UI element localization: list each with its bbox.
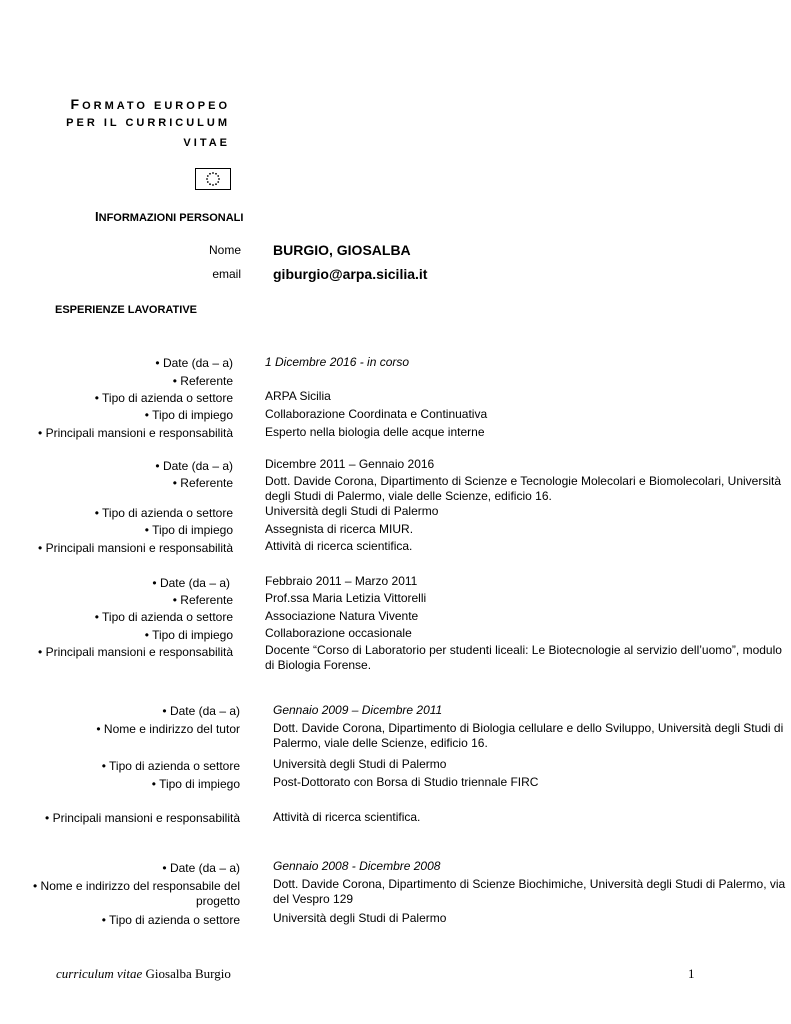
entry3-duties-line1: Docente “Corso di Laboratorio per studenti liceali: Le Biotecnologie al servizio dell’uomo”, modulo <box>265 643 782 657</box>
entry2-ref-line1: Dott. Davide Corona, Dipartimento di Scienze e Tecnologie Molecolari e Biomolecolari, Università <box>265 474 782 488</box>
entry4-company-label: • Tipo di azienda o settore <box>101 759 240 773</box>
entry1-date: 1 Dicembre 2016 - in corso <box>265 355 410 369</box>
entry5-resp-label-line1: • Nome e indirizzo del responsabile del <box>33 879 240 893</box>
entry1-company: ARPA Sicilia <box>265 389 331 403</box>
entry3-duties-line2: di Biologia Forense. <box>265 658 372 672</box>
entry4-date: Gennaio 2009 – Dicembre 2011 <box>273 703 443 717</box>
name-label: Nome <box>208 243 241 257</box>
entry5-company-label: • Tipo di azienda o settore <box>101 913 240 927</box>
entry1-duties-label: • Principali mansioni e responsabilità <box>38 426 233 440</box>
entry5-company: Università degli Studi di Palermo <box>273 911 447 925</box>
entry3-job: Collaborazione occasionale <box>265 626 412 640</box>
entry5-resp-line1: Dott. Davide Corona, Dipartimento di Scienze Biochimiche, Università degli Studi di Palermo, via <box>273 877 786 891</box>
cv-title-line1: FORMATO EUROPEO <box>70 96 230 112</box>
entry2-job: Assegnista di ricerca MIUR. <box>265 522 414 536</box>
entry1-date-label: • Date (da – a) <box>155 356 233 370</box>
entry3-company-label: • Tipo di azienda o settore <box>94 610 233 624</box>
entry4-duties-label: • Principali mansioni e responsabilità <box>45 811 240 825</box>
email-value: giburgio@arpa.sicilia.it <box>273 266 428 282</box>
entry2-ref-label: • Referente <box>172 476 233 490</box>
entry3-company: Associazione Natura Vivente <box>265 609 419 623</box>
entry4-date-label: • Date (da – a) <box>162 704 240 718</box>
footer-caption: curriculum vitae Giosalba Burgio <box>56 966 231 981</box>
entry4-tutor-label: • Nome e indirizzo del tutor <box>96 722 240 736</box>
entry4-tutor-line2: Palermo, viale delle Scienze, edificio 16. <box>273 736 488 750</box>
entry2-date-label: • Date (da – a) <box>155 459 233 473</box>
page-number: 1 <box>688 966 695 981</box>
entry3-duties-label: • Principali mansioni e responsabilità <box>38 645 233 659</box>
experience-heading: ESPERIENZE LAVORATIVE <box>55 304 198 316</box>
entry5-resp-label-line2: progetto <box>195 894 240 908</box>
entry5-date-label: • Date (da – a) <box>162 861 240 875</box>
entry2-duties-label: • Principali mansioni e responsabilità <box>38 541 233 555</box>
entry5-resp-line2: del Vespro 129 <box>273 892 354 906</box>
entry1-duties: Esperto nella biologia delle acque interne <box>265 425 485 439</box>
cv-title-line2: PER IL CURRICULUM <box>66 117 230 129</box>
eu-flag-icon <box>195 168 231 190</box>
entry2-duties: Attività di ricerca scientifica. <box>265 539 413 553</box>
entry1-ref-label: • Referente <box>172 374 233 388</box>
entry3-date-label: • Date (da – a) <box>152 576 230 590</box>
entry1-company-label: • Tipo di azienda o settore <box>94 391 233 405</box>
entry2-company-label: • Tipo di azienda o settore <box>94 506 233 520</box>
entry5-date: Gennaio 2008 - Dicembre 2008 <box>273 859 441 873</box>
entry4-duties: Attività di ricerca scientifica. <box>273 810 421 824</box>
entry3-job-label: • Tipo di impiego <box>144 628 233 642</box>
email-label: email <box>212 267 241 281</box>
entry1-job-label: • Tipo di impiego <box>144 408 233 422</box>
entry2-date: Dicembre 2011 – Gennaio 2016 <box>265 457 435 471</box>
entry4-company: Università degli Studi di Palermo <box>273 757 447 771</box>
entry2-job-label: • Tipo di impiego <box>144 523 233 537</box>
personal-info-heading: INFORMAZIONI PERSONALI <box>95 209 244 224</box>
entry3-ref: Prof.ssa Maria Letizia Vittorelli <box>265 591 427 605</box>
entry2-company: Università degli Studi di Palermo <box>265 504 439 518</box>
name-value: BURGIO, GIOSALBA <box>273 242 411 258</box>
entry4-job-label: • Tipo di impiego <box>151 777 240 791</box>
entry4-tutor-line1: Dott. Davide Corona, Dipartimento di Biologia cellulare e dello Sviluppo, Università degli Studi di <box>273 721 784 735</box>
entry1-job: Collaborazione Coordinata e Continuativa <box>265 407 488 421</box>
entry2-ref-line2: degli Studi di Palermo, viale delle Scienze, edificio 16. <box>265 489 552 503</box>
cv-title-line3: VITAE <box>183 137 230 149</box>
entry3-date: Febbraio 2011 – Marzo 2011 <box>265 574 418 588</box>
entry3-ref-label: • Referente <box>172 593 233 607</box>
entry4-job: Post-Dottorato con Borsa di Studio triennale FIRC <box>273 775 539 789</box>
